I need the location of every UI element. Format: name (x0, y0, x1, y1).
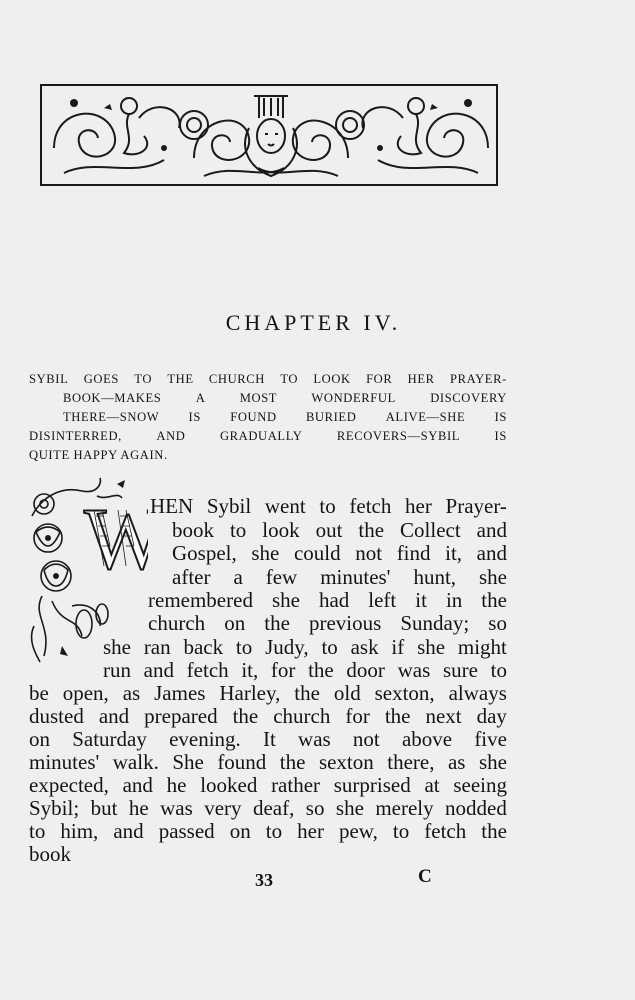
body-line: remembered she had left it in the (148, 588, 507, 612)
chapter-title: CHAPTER IV. (225, 310, 402, 335)
body-line: run and fetch it, for the door was sure to (103, 658, 507, 682)
headpiece-ornament-graphic (44, 88, 498, 186)
body-line: on Saturday evening. It was not above five (29, 727, 507, 751)
body-line: be open, as James Harley, the old sexton, always (29, 681, 507, 705)
synopsis-line: QUITE HAPPY AGAIN. (29, 448, 168, 462)
dropcap-letter: W (84, 491, 148, 588)
synopsis-line: THERE—SNOW IS FOUND BURIED ALIVE—SHE IS (63, 410, 507, 424)
body-line: book to look out the Collect and (172, 518, 507, 542)
body-line: after a few minutes' hunt, she (172, 565, 507, 589)
body-line: HEN Sybil went to fetch her Prayer- (150, 494, 507, 518)
body-line: to him, and passed on to her pew, to fetch the (29, 819, 507, 843)
body-line: minutes' walk. She found the sexton there, as she (29, 750, 507, 774)
chapter-synopsis (29, 370, 507, 465)
body-line: dusted and prepared the church for the next day (29, 704, 507, 728)
body-line: expected, and he looked rather surprised at seeing (29, 773, 507, 797)
synopsis-line: SYBIL GOES TO THE CHURCH TO LOOK FOR HER PRAYER- (29, 372, 507, 386)
page-number: 33 (255, 870, 273, 890)
signature-mark: C (418, 866, 432, 887)
body-line: Sybil; but he was very deaf, so she merely nodded (29, 796, 507, 820)
body-line: Gospel, she could not find it, and (172, 541, 507, 565)
body-line: church on the previous Sunday; so (148, 611, 507, 635)
ornamental-headpiece (40, 84, 498, 186)
synopsis-line: BOOK—MAKES A MOST WONDERFUL DISCOVERY (63, 391, 507, 405)
body-line: book (29, 842, 71, 866)
body-line: she ran back to Judy, to ask if she might (103, 635, 507, 659)
synopsis-line: DISINTERRED, AND GRADUALLY RECOVERS—SYBIL IS (29, 429, 507, 443)
